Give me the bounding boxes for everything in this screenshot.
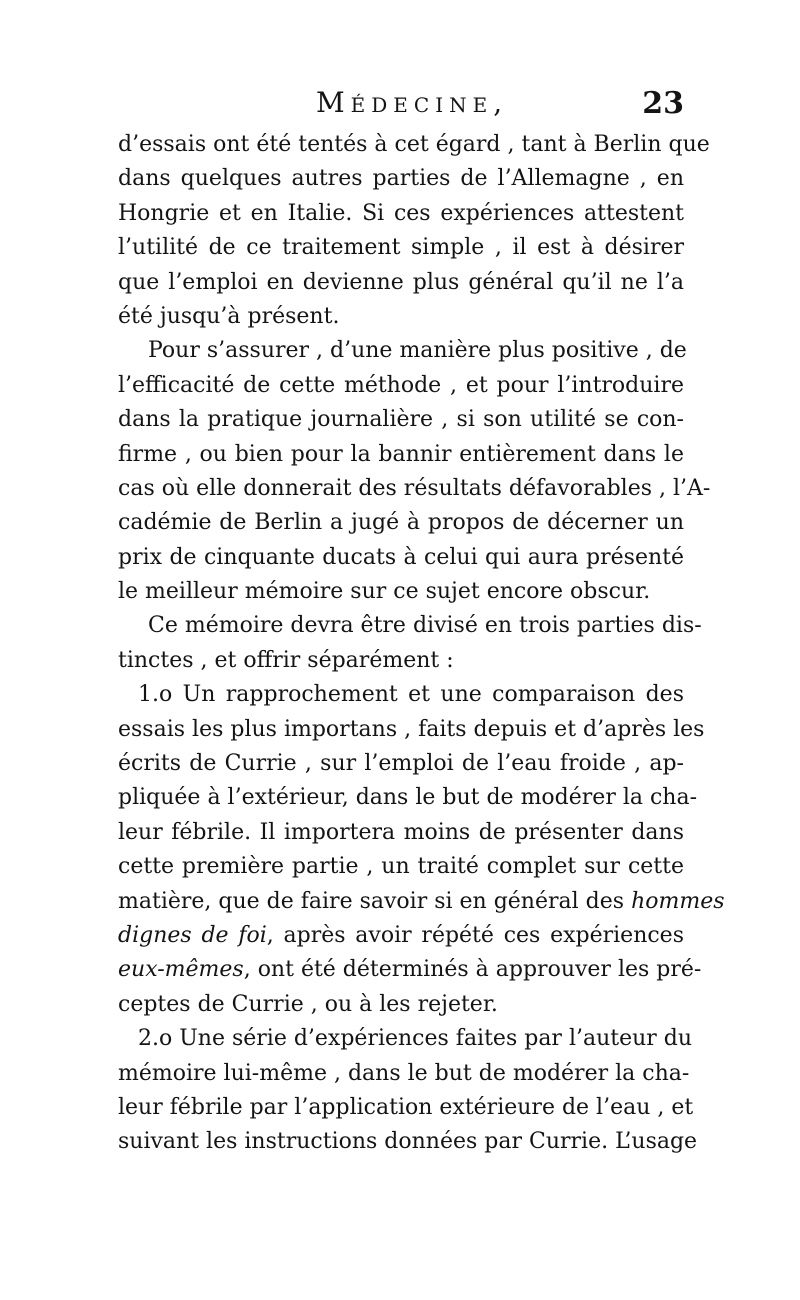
page-number: 23 [642, 86, 684, 121]
text-line: mémoire lui-même , dans le but de modérer la cha- [118, 1060, 690, 1086]
text-line: cette première partie , un traité complet sur cette [118, 854, 684, 880]
text-line: cas où elle donnerait des résultats défavorables , l’A- [118, 475, 711, 501]
running-title: Médecine, [316, 86, 509, 119]
text-line: que l’emploi en devienne plus général qu’il ne l’a [118, 269, 684, 295]
text-line: écrits de Currie , sur l’emploi de l’eau froide , ap- [118, 751, 684, 777]
text-line: prix de cinquante ducats à celui qui aura présenté [118, 544, 684, 570]
text-line: leur fébrile par l’application extérieure de l’eau , et [118, 1094, 694, 1120]
list-item-start-line: 1.o Un rapprochement et une comparaison des [138, 682, 684, 708]
text-line [118, 919, 684, 953]
list-item-start-line: 2.o Une série d’expériences faites par l’auteur du [138, 1026, 693, 1052]
text-segment: matière, que de faire savoir si en général des [118, 888, 625, 914]
text-line: d’essais ont été tentés à cet égard , tant à Berlin que [118, 132, 710, 157]
text-line: firme , ou bien pour la bannir entièrement dans le [118, 441, 684, 467]
text-line: l’efficacité de cette méthode , et pour l’introduire [118, 372, 684, 398]
italic-segment: dignes de foi [118, 922, 267, 948]
italic-segment: eux-mêmes [118, 957, 244, 983]
text-line: pliquée à l’extérieur, dans le but de modérer la cha- [118, 785, 698, 811]
text-line: cadémie de Berlin a jugé à propos de décerner un [118, 510, 684, 536]
text-segment: , après avoir répété ces expériences [266, 922, 684, 948]
text-segment: , ont été déterminés à approuver les pré- [243, 957, 702, 983]
text-line: le meilleur mémoire sur ce sujet encore obscur. [118, 579, 651, 605]
text-line: ceptes de Currie , ou à les rejeter. [118, 991, 498, 1017]
text-line: l’utilité de ce traitement simple , il est à désirer [118, 235, 684, 261]
running-head [118, 86, 684, 126]
text-line [118, 885, 725, 919]
italic-segment: hommes [631, 888, 725, 914]
text-line: tinctes , et offrir séparément : [118, 647, 454, 673]
paragraph-start-line: Pour s’assurer , d’une manière plus positive , de [148, 338, 687, 364]
paragraph-start-line: Ce mémoire devra être divisé en trois parties dis- [148, 613, 702, 639]
text-line: Hongrie et en Italie. Si ces expériences attestent [118, 200, 684, 226]
text-line: été jusqu’à présent. [118, 303, 340, 329]
text-line: leur fébrile. Il importera moins de présenter dans [118, 819, 684, 845]
text-line: dans quelques autres parties de l’Allemagne , en [118, 166, 684, 192]
text-line: suivant les instructions données par Currie. L’usage [118, 1129, 698, 1155]
text-line: dans la pratique journalière , si son utilité se con- [118, 407, 684, 433]
text-line [118, 953, 702, 987]
body-text [118, 128, 725, 1160]
text-line: essais les plus importans , faits depuis et d’après les [118, 716, 705, 742]
